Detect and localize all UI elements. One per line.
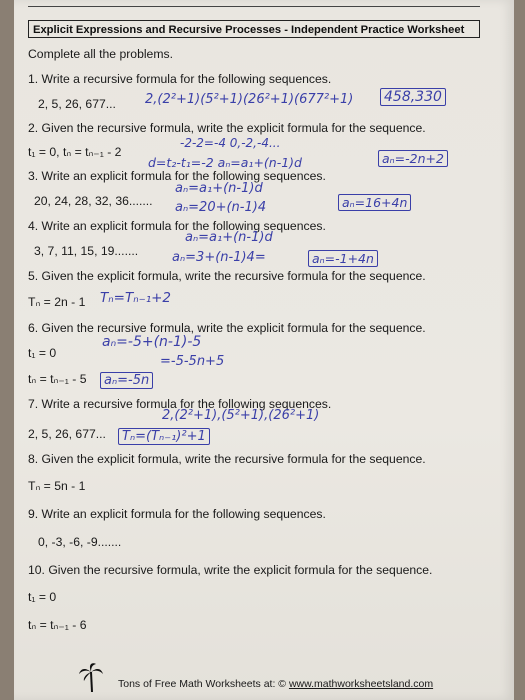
footer-link[interactable]: www.mathworksheetsland.com <box>288 678 434 690</box>
problem-3-work-2: aₙ=20+(n-1)4 <box>175 200 267 215</box>
problem-2-work-1: -2-2=-4 0,-2,-4... <box>180 136 281 150</box>
problem-2-question: 2. Given the recursive formula, write the explicit formula for the sequence. <box>28 121 426 135</box>
problem-7-work: 2,(2²+1),(5²+1),(26²+1) <box>162 408 320 423</box>
footer-label: Tons of Free Math Worksheets at: © <box>118 678 289 690</box>
problem-10-given-1: t₁ = 0 <box>28 590 57 604</box>
problem-2-answer: aₙ=-2n+2 <box>378 150 448 167</box>
worksheet-title: Explicit Expressions and Recursive Processes - Independent Practice Worksheet <box>28 20 480 38</box>
problem-3-question: 3. Write an explicit formula for the following sequences. <box>28 169 326 183</box>
problem-8-question: 8. Given the explicit formula, write the recursive formula for the sequence. <box>28 452 426 466</box>
palm-tree-logo <box>78 662 104 694</box>
problem-5-given: Tₙ = 2n - 1 <box>28 295 86 309</box>
top-rule <box>28 6 480 7</box>
problem-1-given: 2, 5, 26, 677... <box>38 97 116 111</box>
problem-3-answer: aₙ=16+4n <box>338 194 411 211</box>
footer-text <box>118 678 433 690</box>
problem-1-question: 1. Write a recursive formula for the following sequences. <box>28 72 332 86</box>
problem-4-given: 3, 7, 11, 15, 19....... <box>34 244 139 258</box>
problem-4-work-1: aₙ=a₁+(n-1)d <box>185 230 273 245</box>
problem-6-question: 6. Given the recursive formula, write the explicit formula for the sequence. <box>28 321 426 335</box>
problem-6-given-1: t₁ = 0 <box>28 346 57 360</box>
problem-4-question: 4. Write an explicit formula for the following sequences. <box>28 219 326 233</box>
problem-8-given: Tₙ = 5n - 1 <box>28 479 86 493</box>
problem-5-question: 5. Given the explicit formula, write the recursive formula for the sequence. <box>28 269 426 283</box>
problem-1-work: 2,(2²+1)(5²+1)(26²+1)(677²+1) <box>145 92 354 107</box>
problem-9-given: 0, -3, -6, -9....... <box>38 535 122 549</box>
problem-4-answer: aₙ=-1+4n <box>308 250 378 267</box>
problem-3-given: 20, 24, 28, 32, 36....... <box>34 194 153 208</box>
problem-1-answer: 458,330 <box>380 88 446 106</box>
problem-10-given-2: tₙ = tₙ₋₁ - 6 <box>28 618 87 632</box>
problem-4-work-2: aₙ=3+(n-1)4= <box>172 250 266 265</box>
problem-6-work-2: =-5-5n+5 <box>160 354 225 369</box>
problem-2-work-2: d=t₂-t₁=-2 aₙ=a₁+(n-1)d <box>148 155 302 170</box>
problem-6-work-1: aₙ=-5+(n-1)-5 <box>102 334 202 350</box>
instructions: Complete all the problems. <box>28 47 173 61</box>
problem-10-question: 10. Given the recursive formula, write the explicit formula for the sequence. <box>28 563 433 577</box>
problem-6-answer: aₙ=-5n <box>100 372 153 389</box>
problem-7-question: 7. Write a recursive formula for the following sequences. <box>28 397 332 411</box>
problem-7-given: 2, 5, 26, 677... <box>28 427 106 441</box>
problem-3-work-1: aₙ=a₁+(n-1)d <box>175 181 263 196</box>
problem-2-given: t₁ = 0, tₙ = tₙ₋₁ - 2 <box>28 145 122 159</box>
problem-6-given-2: tₙ = tₙ₋₁ - 5 <box>28 372 87 386</box>
problem-5-answer: Tₙ=Tₙ₋₁+2 <box>100 290 172 306</box>
problem-9-question: 9. Write an explicit formula for the following sequences. <box>28 507 326 521</box>
problem-7-answer: Tₙ=(Tₙ₋₁)²+1 <box>118 428 210 445</box>
